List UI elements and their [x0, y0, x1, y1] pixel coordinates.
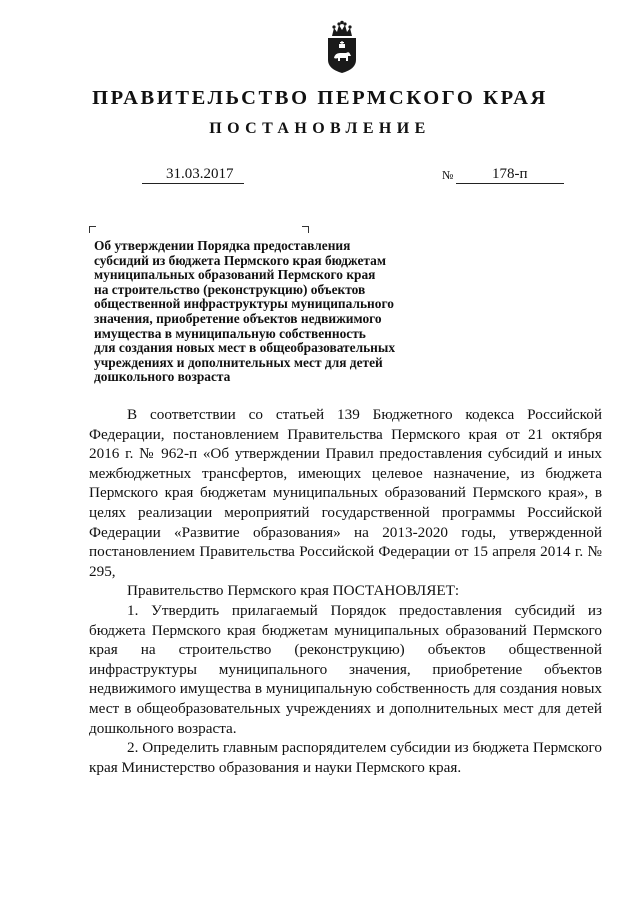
document-number — [456, 166, 564, 186]
date-value: 31.03.2017 — [166, 166, 234, 182]
subject-bracket-left — [89, 226, 96, 233]
subject-line: имущества в муниципальную собственность — [94, 325, 366, 341]
subject-line: Об утверждении Порядка предоставления — [94, 238, 351, 253]
preamble-paragraph: В соответствии со статьей 139 Бюджетного кодекса Российской Федерации, постановлением Правительства Пермского края от 21 октября 2016 г. № 962-п «Об утверждении Правил предоставления субсидий и иных межбюджетных трансфертов, имеющих целевое назначение, из бюджета Пермского края бюджетам муниципальных образований Пермского края», в целях реализации мероприятий государственной программы Российской Федерации «Развитие образования» на 2013-2020 годы, утвержденной постановлением Правительства Российской Федерации от 15 апреля 2014 г. № 295, — [89, 406, 602, 580]
subject-line: общественной инфраструктуры муниципального — [94, 296, 394, 312]
government-title: ПРАВИТЕЛЬСТВО ПЕРМСКОГО КРАЯ — [92, 87, 548, 109]
subject-line: дошкольного возраста — [94, 369, 231, 385]
date-underline — [142, 183, 244, 184]
document-subject — [94, 239, 454, 385]
coat-of-arms-icon — [326, 20, 358, 74]
number-value: 178-п — [492, 166, 528, 182]
subject-line: субсидий из бюджета Пермского края бюджетам — [94, 252, 386, 268]
resolves-paragraph: Правительство Пермского края ПОСТАНОВЛЯЕТ: — [127, 582, 460, 600]
document-type: ПОСТАНОВЛЕНИЕ — [209, 120, 431, 137]
item-2-paragraph: 2. Определить главным распорядителем субсидии из бюджета Пермского края Министерство образования и науки Пермского края. — [89, 739, 602, 776]
item-1-paragraph: 1. Утвердить прилагаемый Порядок предоставления субсидий из бюджета Пермского края бюджетам муниципальных образований Пермского края на строительство (реконструкцию) объектов общественной инфраструктуры муниципального значения, приобретение объектов недвижимого имущества в муниципальную собственность для создания новых мест в общеобразовательных учреждениях и дополнительных мест для детей дошкольного возраста. — [89, 601, 602, 737]
subject-line: значения, приобретение объектов недвижимого — [94, 310, 382, 326]
document-body — [89, 405, 602, 777]
number-underline — [456, 183, 564, 184]
subject-bracket-right — [302, 226, 309, 233]
subject-line: на строительство (реконструкцию) объектов — [94, 281, 366, 297]
subject-line: для создания новых мест в общеобразовательных — [94, 340, 396, 356]
document-date — [142, 166, 244, 186]
subject-line: учреждениях и дополнительных мест для детей — [94, 354, 383, 370]
number-sign: № — [442, 168, 454, 182]
subject-line: муниципальных образований Пермского края — [94, 267, 376, 283]
